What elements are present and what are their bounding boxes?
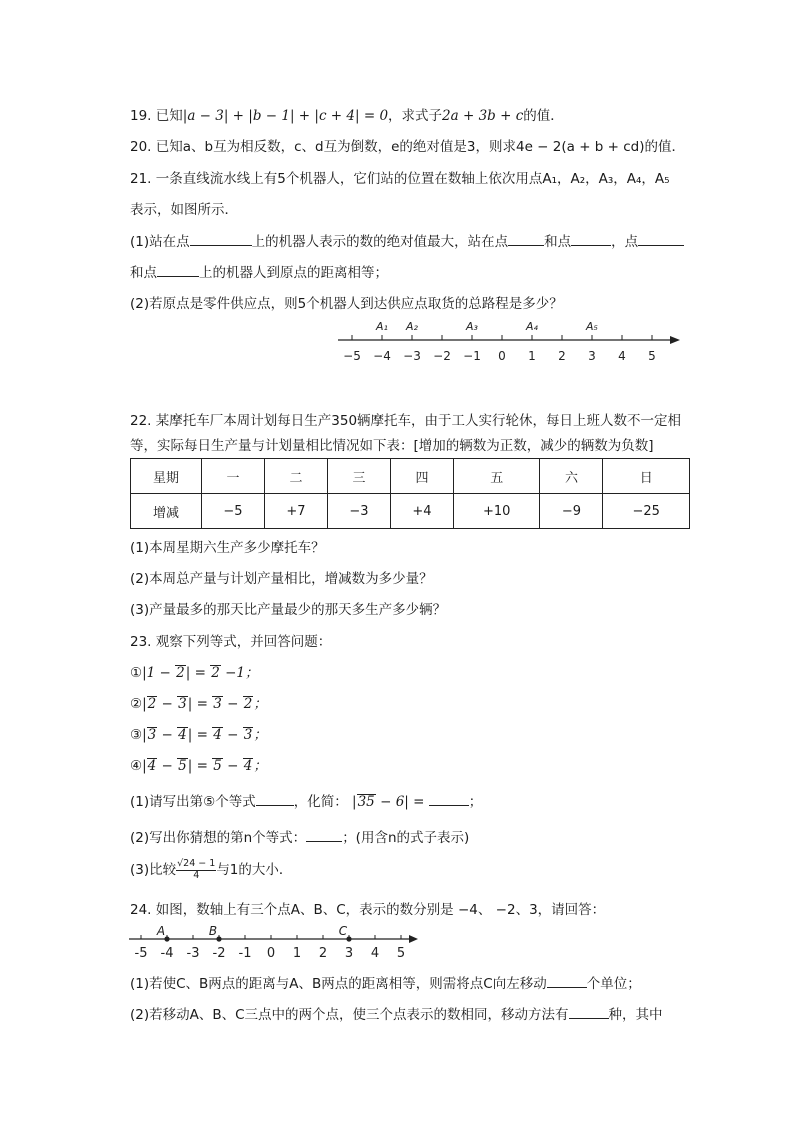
point-label: A xyxy=(156,924,166,938)
sqrt-radicand: 2 xyxy=(176,665,185,681)
tick-label: -1 xyxy=(238,946,252,961)
table-cell: +10 xyxy=(454,494,540,529)
question-24-part2 xyxy=(130,1003,663,1023)
q21-p1-text-e: 和点 xyxy=(130,265,157,281)
equation-2: ②|2 − 3| = 3 − 2； xyxy=(130,696,267,712)
tick-label: -2 xyxy=(212,946,226,961)
point-label: A₂ xyxy=(406,320,418,333)
q23-p2-text-a: (2)写出你猜想的第n个等式： xyxy=(130,830,307,846)
tick-label: −5 xyxy=(343,349,361,363)
equation-number: ① xyxy=(130,665,143,681)
table-cell: −5 xyxy=(202,494,265,529)
equation-number: ② xyxy=(130,696,143,712)
answer-blank[interactable] xyxy=(306,827,342,842)
q24-p2-text-a: (2)若移动A、B、C三点中的两个点，使三个点表示的数相同，移动方法有 xyxy=(130,1007,569,1023)
question-21-line1: 21. 一条直线流水线上有5个机器人，它们站的位置在数轴上依次用点A₁，A₂，A₃，A₄，A₅ xyxy=(130,171,670,187)
sqrt-radicand: 4 xyxy=(213,727,222,743)
point-label: A₃ xyxy=(466,320,478,333)
sqrt-radicand: 2 xyxy=(147,696,157,712)
tick-label: 1 xyxy=(292,946,302,961)
q24-p2-text-b: 种，其中 xyxy=(608,1007,663,1023)
sqrt-radicand: 4 xyxy=(147,758,157,774)
tick-label: 0 xyxy=(498,349,506,363)
sqrt-radicand: 3 xyxy=(147,727,157,743)
point-label: A₄ xyxy=(526,320,538,333)
table-cell: −25 xyxy=(603,494,690,529)
question-21-part2: (2)若原点是零件供应点，则5个机器人到达供应点取货的总路程是多少？ xyxy=(130,296,563,312)
tick-label: 3 xyxy=(344,946,354,961)
table-cell: −9 xyxy=(540,494,603,529)
question-19 xyxy=(130,104,564,124)
sqrt-radicand: 5 xyxy=(213,758,222,774)
answer-blank[interactable] xyxy=(571,231,611,246)
point-label: A₁ xyxy=(376,320,388,333)
tick-label: 2 xyxy=(558,349,566,363)
tick-label: −4 xyxy=(373,349,391,363)
table-row xyxy=(131,494,690,529)
tick-label: −2 xyxy=(433,349,451,363)
equation-1: ①|1 − 2| = 2 −1； xyxy=(130,665,259,681)
q23-simplify-expr: |35 − 6| = xyxy=(352,794,429,810)
table-header-row xyxy=(131,459,690,494)
table-header-cell: 二 xyxy=(265,459,328,494)
production-table xyxy=(130,458,690,529)
q19-prefix: 19. 已知 xyxy=(130,108,183,124)
table-header-cell: 五 xyxy=(454,459,540,494)
sqrt-radicand: 5 xyxy=(178,758,187,774)
sqrt-radicand: 3 xyxy=(178,696,187,712)
q21-p1-text-b: 上的机器人表示的数的绝对值最大，站在点 xyxy=(251,234,509,250)
sqrt-radicand: 4 xyxy=(178,727,187,743)
q21-p1-text-a: (1)站在点 xyxy=(130,234,190,250)
table-header-cell: 四 xyxy=(391,459,454,494)
q21-p1-text-d: ，点 xyxy=(611,234,639,250)
q24-number-line xyxy=(125,922,420,964)
sqrt-radicand: 2 xyxy=(243,696,253,712)
tick-label: 3 xyxy=(588,349,596,363)
q21-number-line xyxy=(330,312,690,368)
tick-label: -5 xyxy=(134,946,148,961)
point-label: C xyxy=(338,924,348,938)
table-header-label: 星期 xyxy=(131,459,202,494)
fraction-denominator: 4 xyxy=(193,869,200,881)
q21-p1-text-c: 和点 xyxy=(544,234,572,250)
answer-blank[interactable] xyxy=(157,262,199,277)
q19-expression-2: 2a + 3b + c xyxy=(442,108,524,124)
q23-fraction xyxy=(176,859,216,881)
q19-suffix: 的值． xyxy=(523,108,564,124)
question-24-title: 24. 如图，数轴上有三个点A、B、C，表示的数分别是 −4、 −2、3，请回答： xyxy=(130,902,606,918)
sqrt-radicand: 3 xyxy=(213,696,222,712)
table-row-label: 增减 xyxy=(131,494,202,529)
q19-mid: ，求式子 xyxy=(388,108,443,124)
q23-p3-text-b: 与1的大小． xyxy=(216,862,293,878)
fraction-numerator: √24 − 1 xyxy=(177,858,216,870)
question-21-part1-cont xyxy=(130,261,388,281)
question-23-part3 xyxy=(130,858,292,881)
table-header-cell: 六 xyxy=(540,459,603,494)
sqrt-radicand: 4 xyxy=(243,758,253,774)
answer-blank[interactable] xyxy=(547,973,587,988)
tick-label: -3 xyxy=(186,946,200,961)
table-header-cell: 日 xyxy=(603,459,690,494)
tick-label: 4 xyxy=(370,946,380,961)
q24-p1-text-b: 个单位； xyxy=(586,976,641,992)
answer-blank[interactable] xyxy=(508,231,544,246)
tick-label: −1 xyxy=(463,349,481,363)
tick-label: 2 xyxy=(318,946,328,961)
equation-number: ④ xyxy=(130,758,143,774)
point-dot xyxy=(216,936,221,941)
q23-p1-text-b: ，化简： xyxy=(293,794,348,810)
question-22-part3: (3)产量最多的那天比产量最少的那天多生产多少辆？ xyxy=(130,602,447,618)
axis-arrow xyxy=(409,935,418,943)
sqrt-radicand: 3 xyxy=(243,727,253,743)
q23-p2-text-b: ；(用含n的式子表示) xyxy=(342,830,470,846)
table-cell: −3 xyxy=(328,494,391,529)
q23-subtrahend: 6 xyxy=(395,794,405,810)
table-header-cell: 一 xyxy=(202,459,265,494)
table-cell: +7 xyxy=(265,494,328,529)
sqrt-radicand: 2 xyxy=(211,665,220,681)
answer-blank[interactable] xyxy=(256,791,294,806)
question-21-part1 xyxy=(130,230,684,250)
q21-p1-text-f: 上的机器人到原点的距离相等； xyxy=(199,265,388,281)
tick-label: 1 xyxy=(528,349,536,363)
tick-label: -4 xyxy=(160,946,174,961)
question-23-title: 23. 观察下列等式，并回答问题： xyxy=(130,634,332,650)
tick-label: 0 xyxy=(266,946,276,961)
question-21-line2: 表示，如图所示． xyxy=(130,202,238,218)
answer-blank[interactable] xyxy=(638,231,684,246)
table-cell: +4 xyxy=(391,494,454,529)
question-22-line1: 22. 某摩托车厂本周计划每日生产350辆摩托车，由于工人实行轮休，每日上班人数不一定相 xyxy=(130,413,682,429)
sqrt-radicand: 35 xyxy=(357,794,375,810)
answer-blank[interactable] xyxy=(190,231,252,246)
point-dot xyxy=(164,936,169,941)
tick-label: 4 xyxy=(618,349,626,363)
question-23-part2 xyxy=(130,826,469,846)
question-23-part1: (1)请写出第⑤个等式 ，化简： |35 − 6| = ； xyxy=(130,790,482,810)
question-22-part2: (2)本周总产量与计划产量相比，增减数为多少量？ xyxy=(130,571,433,587)
tick-label: −3 xyxy=(403,349,421,363)
q23-p3-text-a: (3)比较 xyxy=(130,862,177,878)
point-label: A₅ xyxy=(586,320,598,333)
q24-p1-text-a: (1)若使C、B两点的距离与A、B两点的距离相等，则需将点C向左移动 xyxy=(130,976,547,992)
question-22-line2: 等，实际每日生产量与计划量相比情况如下表：[增加的辆数为正数，减少的辆数为负数] xyxy=(130,438,654,454)
answer-blank[interactable] xyxy=(429,791,469,806)
tick-label: 5 xyxy=(648,349,656,363)
equation-4: ④|4 − 5| = 5 − 4； xyxy=(130,758,267,774)
equation-3: ③|3 − 4| = 4 − 3； xyxy=(130,727,267,743)
question-20: 20. 已知a、b互为相反数，c、d互为倒数，e的绝对值是3，则求4e − 2(a + b + cd)的值． xyxy=(130,139,686,155)
table-header-cell: 三 xyxy=(328,459,391,494)
point-label: B xyxy=(208,924,218,938)
answer-blank[interactable] xyxy=(569,1004,609,1019)
question-24-part1 xyxy=(130,972,641,992)
tick-label: 5 xyxy=(396,946,406,961)
q23-p1-text-a: (1)请写出第⑤个等式 xyxy=(130,794,256,810)
axis-arrow xyxy=(670,336,680,344)
question-22-part1: (1)本周星期六生产多少摩托车？ xyxy=(130,540,325,556)
equation-number: ③ xyxy=(130,727,143,743)
q19-expression: |a − 3| + |b − 1| + |c + 4| = 0 xyxy=(182,108,389,124)
